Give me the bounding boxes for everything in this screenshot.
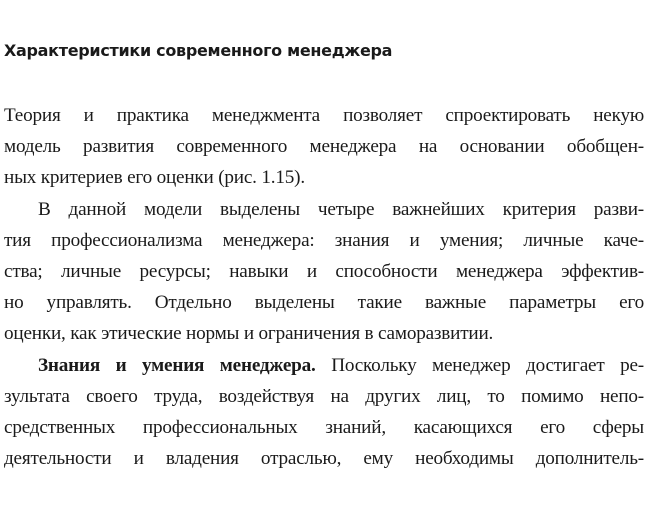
- paragraph-1: [4, 100, 644, 194]
- text-line: средственных профессиональных знаний, касающихся его сферы: [4, 416, 644, 438]
- body-text: [4, 100, 644, 474]
- section-title: Характеристики современного менеджера: [4, 41, 393, 60]
- text-line: но управлять. Отдельно выделены такие важные параметры его: [4, 292, 644, 314]
- text-line: В данной модели выделены четыре важнейших критерия разви-: [38, 198, 644, 220]
- text-line: ства; личные ресурсы; навыки и способности менеджера эффектив-: [4, 260, 644, 282]
- text-line: тия профессионализма менеджера: знания и умения; личные каче-: [4, 229, 644, 251]
- text-line: оценки, как этические нормы и ограничения в саморазвитии.: [4, 323, 494, 345]
- term-heading: Знания и умения менеджера.: [38, 354, 316, 376]
- text-line: деятельности и владения отраслью, ему необходимы дополнитель-: [4, 448, 644, 470]
- text-line: [4, 350, 644, 381]
- text-line: Теория и практика менеджмента позволяет спроектировать некую: [4, 105, 644, 126]
- paragraph-3: [4, 350, 644, 475]
- text-line: ных критериев его оценки (рис. 1.15).: [4, 167, 305, 189]
- text-line: модель развития современного менеджера на основании обобщен-: [4, 136, 644, 158]
- text-run: Поскольку менеджер достигает ре-: [315, 354, 644, 376]
- text-line: зультата своего труда, воздействуя на других лиц, то помимо непо-: [4, 385, 644, 407]
- paragraph-2: [4, 194, 644, 350]
